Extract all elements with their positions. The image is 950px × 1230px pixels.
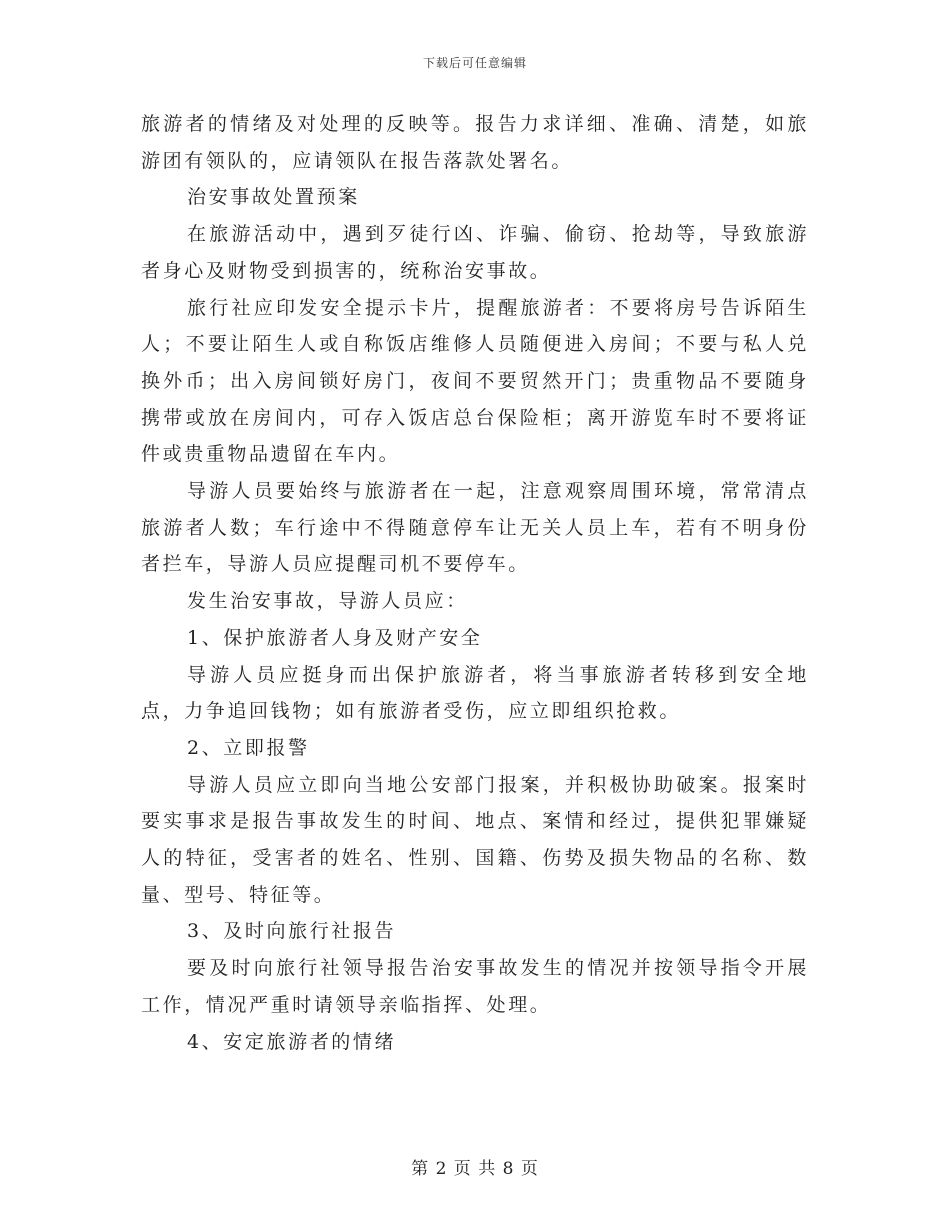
paragraph: 要及时向旅行社领导报告治安事故发生的情况并按领导指令开展工作，情况严重时请领导亲临指挥、处理。 — [141, 957, 809, 1016]
list-heading: 3、及时向旅行社报告 — [187, 920, 397, 943]
list-heading: 1、保护旅游者人身及财产安全 — [187, 626, 483, 649]
paragraph: 导游人员应挺身而出保护旅游者，将当事旅游者转移到安全地点，力争追回钱物；如有旅游者受伤，应立即组织抢救。 — [141, 663, 809, 723]
page-header-note: 下载后可任意编辑 — [422, 56, 527, 70]
list-heading: 4、安定旅游者的情绪 — [187, 1030, 397, 1053]
paragraph: 导游人员要始终与旅游者在一起，注意观察周围环境，常常清点旅游者人数；车行途中不得随意停车让无关人员上车，若有不明身份者拦车，导游人员应提醒司机不要停车。 — [141, 480, 809, 576]
page-number: 第 2 页 共 8 页 — [411, 1159, 539, 1179]
document-body — [141, 106, 809, 1060]
paragraph: 导游人员应立即向当地公安部门报案，并积极协助破案。报案时要实事求是报告事故发生的时间、地点、案情和经过，提供犯罪嫌疑人的特征，受害者的姓名、性别、国籍、伤势及损失物品的名称、数量、型号、特征等。 — [141, 773, 809, 906]
paragraph: 旅行社应印发安全提示卡片，提醒旅游者：不要将房号告诉陌生人；不要让陌生人或自称饭店维修人员随便进入房间；不要与私人兑换外币；出入房间锁好房门，夜间不要贸然开门；贵重物品不要随身携带或放在房间内，可存入饭店总台保险柜；离开游览车时不要将证件或贵重物品遗留在车内。 — [141, 296, 809, 466]
paragraph: 在旅游活动中，遇到歹徒行凶、诈骗、偷窃、抢劫等，导致旅游者身心及财物受到损害的，统称治安事故。 — [141, 223, 809, 282]
list-heading: 2、立即报警 — [187, 736, 310, 759]
paragraph: 旅游者的情绪及对处理的反映等。报告力求详细、准确、清楚，如旅游团有领队的，应请领队在报告落款处署名。 — [141, 113, 809, 172]
section-heading: 治安事故处置预案 — [187, 186, 360, 209]
paragraph: 发生治安事故，导游人员应： — [187, 590, 468, 613]
